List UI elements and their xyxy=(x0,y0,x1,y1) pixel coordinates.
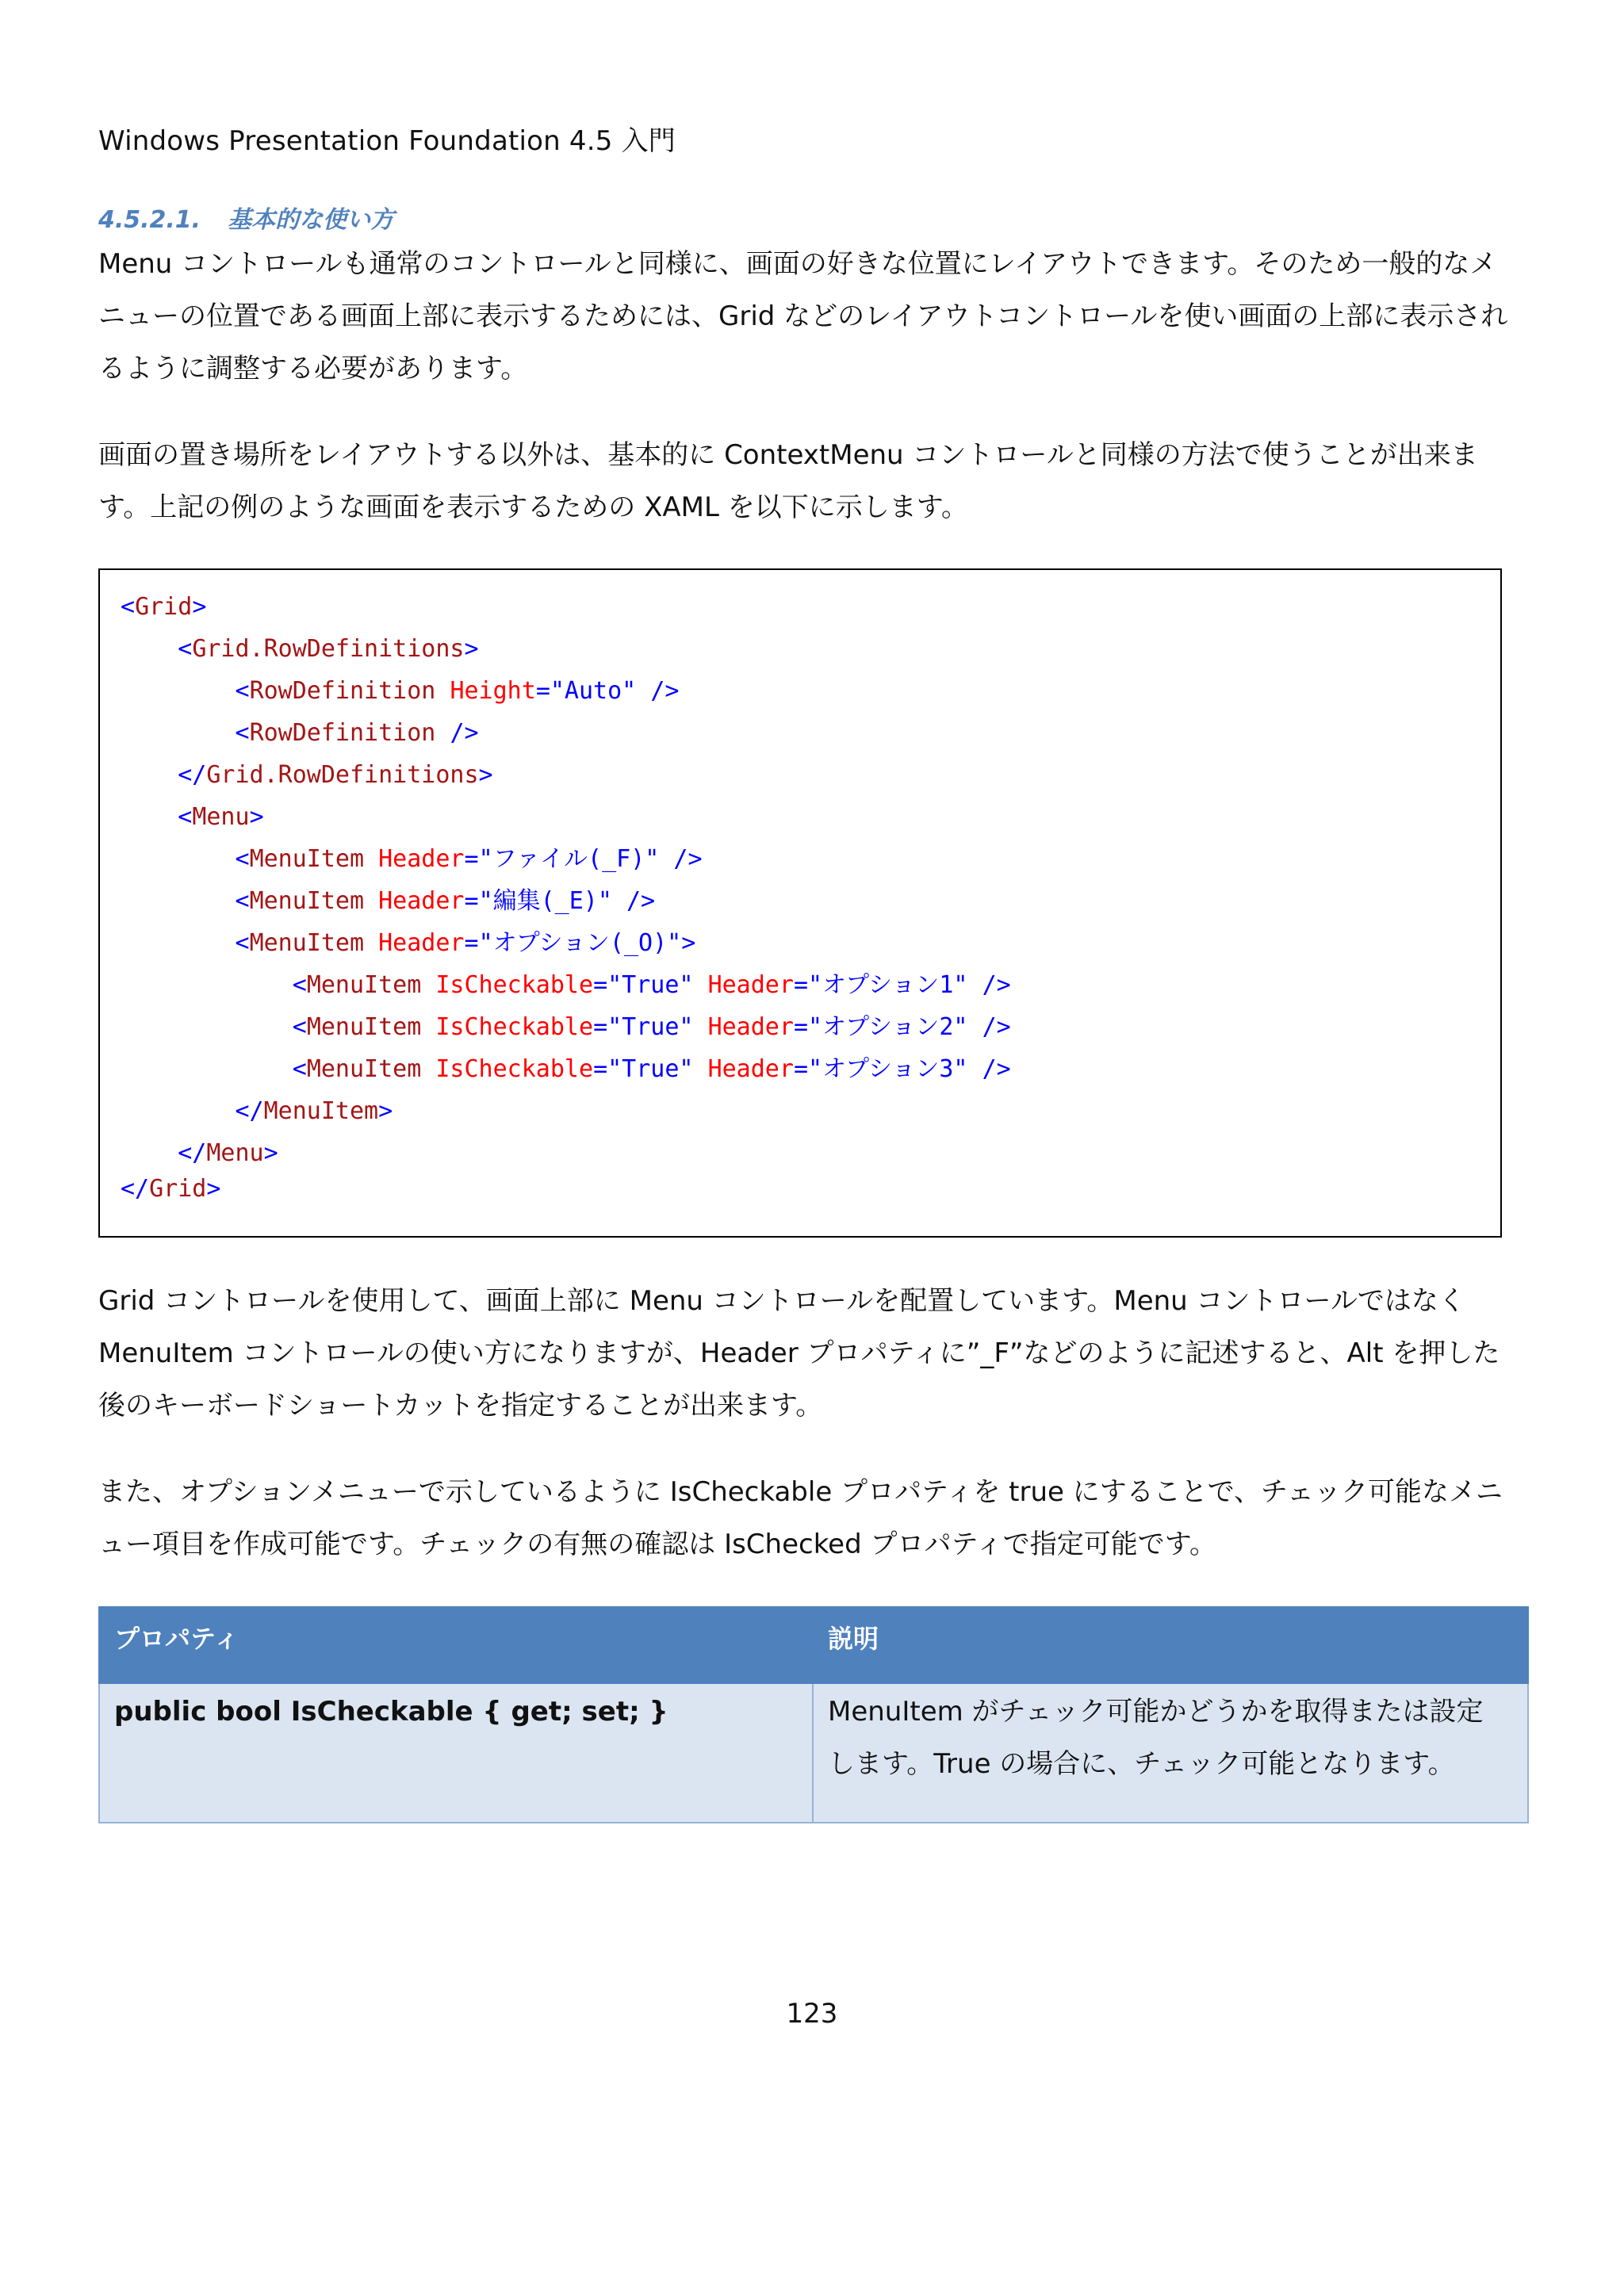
running-header: Windows Presentation Foundation 4.5 入門 xyxy=(98,125,676,157)
code-line: <MenuItem IsCheckable="True" Header="オプション1" /> xyxy=(292,971,1011,999)
code-line: <Grid.RowDefinitions> xyxy=(178,635,479,663)
description-line: MenuItem がチェック可能かどうかを取得または設定 xyxy=(828,1696,1484,1728)
column-header-description: 説明 xyxy=(813,1607,1528,1683)
code-line: <MenuItem Header="編集(_E)" /> xyxy=(235,887,656,915)
code-line: </MenuItem> xyxy=(235,1097,393,1125)
code-line: </Grid> xyxy=(121,1175,221,1203)
page-number: 123 xyxy=(786,1998,838,2030)
property-table xyxy=(98,1606,1529,1823)
code-line: <MenuItem Header="ファイル(_F)" /> xyxy=(235,845,703,873)
paragraph-line: Grid コントロールを使用して、画面上部に Menu コントロールを配置しています。Menu コントロールではなく xyxy=(98,1285,1465,1317)
table-header-row xyxy=(99,1607,1528,1683)
code-line: <MenuItem Header="オプション(_O)"> xyxy=(235,929,696,957)
code-line: <Grid> xyxy=(121,593,207,621)
property-description xyxy=(813,1683,1528,1823)
paragraph-line: す。上記の例のような画面を表示するための XAML を以下に示します。 xyxy=(98,492,969,523)
code-line: <RowDefinition Height="Auto" /> xyxy=(235,677,680,705)
paragraph-line: Menu コントロールも通常のコントロールと同様に、画面の好きな位置にレイアウトできます。そのため一般的なメ xyxy=(98,248,1497,280)
paragraph-line: 後のキーボードショートカットを指定することが出来ます。 xyxy=(98,1390,823,1422)
paragraph-line: また、オプションメニューで示しているように IsCheckable プロパティを true にすることで、チェック可能なメニ xyxy=(98,1476,1503,1508)
code-line: <RowDefinition /> xyxy=(235,719,479,747)
explain-paragraph xyxy=(98,1275,1542,1432)
code-line: <MenuItem IsCheckable="True" Header="オプション3" /> xyxy=(292,1055,1011,1083)
layout-paragraph xyxy=(98,429,1542,534)
intro-paragraph xyxy=(98,238,1542,395)
paragraph-line: ュー項目を作成可能です。チェックの有無の確認は IsChecked プロパティで指定可能です。 xyxy=(98,1529,1217,1560)
paragraph-line: 画面の置き場所をレイアウトする以外は、基本的に ContextMenu コントロールと同様の方法で使うことが出来ま xyxy=(98,439,1478,471)
code-line: </Menu> xyxy=(178,1139,278,1167)
property-signature: public bool IsCheckable { get; set; } xyxy=(99,1683,813,1823)
code-lines xyxy=(121,586,1011,1210)
section-heading xyxy=(98,205,394,236)
xaml-code-block xyxy=(98,568,1502,1238)
code-line: </Grid.RowDefinitions> xyxy=(178,761,493,789)
paragraph-line: ニューの位置である画面上部に表示するためには、Grid などのレイアウトコントロールを使い画面の上部に表示され xyxy=(98,300,1508,332)
section-title: 基本的な使い方 xyxy=(228,206,395,234)
code-line: <MenuItem IsCheckable="True" Header="オプション2" /> xyxy=(292,1013,1011,1041)
paragraph-line: MenuItem コントロールの使い方になりますが、Header プロパティに”_F”などのように記述すると、Alt を押した xyxy=(98,1337,1500,1369)
column-header-property: プロパティ xyxy=(99,1607,813,1683)
code-line: <Menu> xyxy=(178,803,264,831)
section-number: 4.5.2.1. xyxy=(98,206,201,234)
checkable-paragraph xyxy=(98,1466,1542,1571)
description-line: します。True の場合に、チェック可能となります。 xyxy=(828,1748,1455,1780)
table-row xyxy=(99,1683,1528,1823)
paragraph-line: るように調整する必要があります。 xyxy=(98,353,528,385)
